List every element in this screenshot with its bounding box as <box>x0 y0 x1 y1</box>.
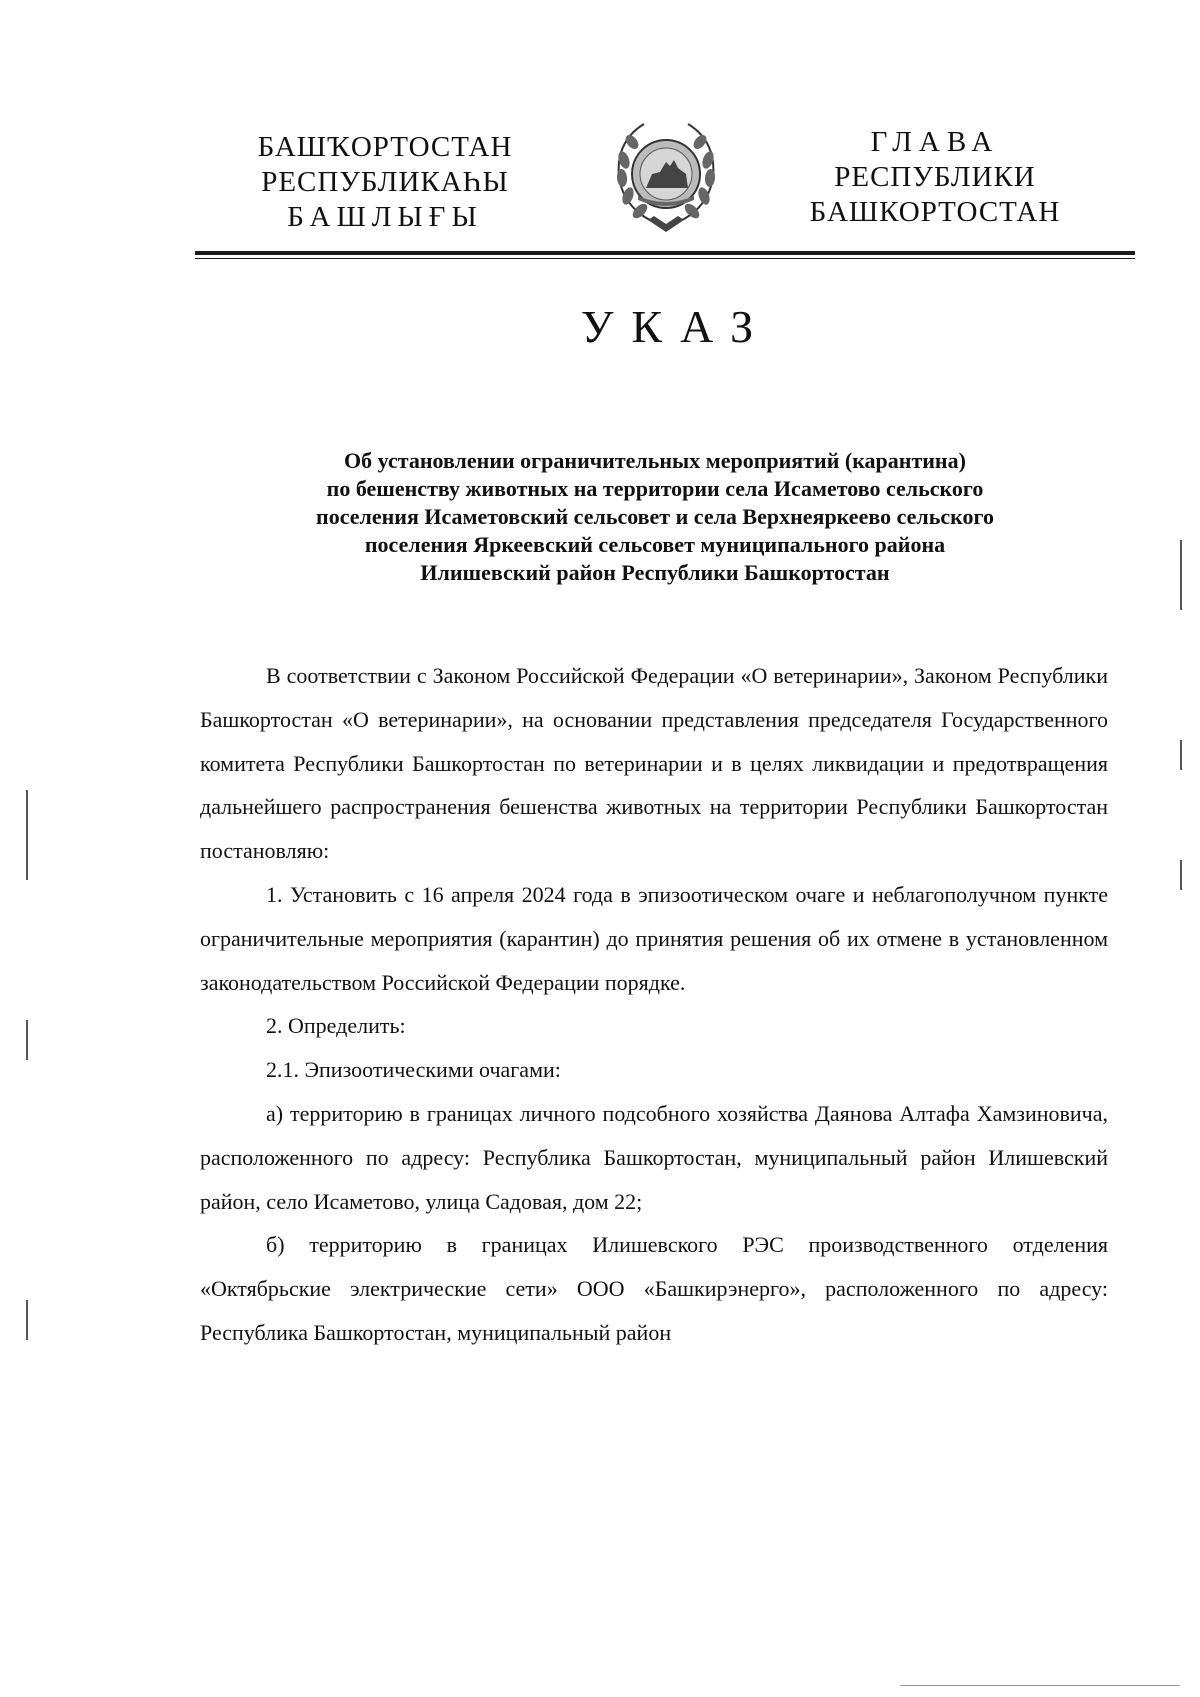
subject-line: поселения Яркеевский сельсовет муниципального района <box>364 532 946 557</box>
header-right-line-1: ГЛАВА <box>870 126 1000 158</box>
scan-artifact <box>26 790 28 880</box>
header-right-block <box>790 125 1080 230</box>
scan-artifact <box>900 1685 1180 1686</box>
header-left-line-3: БАШЛЫҒЫ <box>287 201 483 233</box>
header-right-line-2: РЕСПУБЛИКИ <box>834 161 1036 193</box>
header-right-line-3: БАШКОРТОСТАН <box>809 196 1061 228</box>
header-left-block <box>240 130 530 235</box>
header-divider-thick <box>195 251 1135 255</box>
document-body <box>200 654 1108 1355</box>
document-title: УКАЗ <box>580 301 772 352</box>
scan-artifact <box>1180 740 1182 770</box>
scan-artifact <box>1180 860 1182 890</box>
subject-line: по бешенству животных на территории села Исаметово сельского <box>326 476 984 501</box>
subject-line: поселения Исаметовский сельсовет и села Верхнеяркеево сельского <box>316 504 994 529</box>
scan-artifact <box>26 1020 28 1060</box>
header-left-line-1: БАШҠОРТОСТАН <box>257 131 513 163</box>
clause-2-1-b-paragraph: б) территорию в границах Илишевского РЭС производственного отделения «Октябрьские электрические сети» ООО «Башкирэнерго», расположенного по адресу: Республика Башкортостан, муниципальный район <box>200 1232 1108 1345</box>
scan-artifact <box>1180 540 1182 610</box>
document-subject <box>240 447 1070 587</box>
scan-artifact <box>26 1300 28 1340</box>
subject-line: Об установлении ограничительных мероприятий (карантина) <box>344 448 966 473</box>
bashkortostan-emblem-icon <box>608 116 724 236</box>
preamble-paragraph: В соответствии с Законом Российской Федерации «О ветеринарии», Законом Республики Башкортостан «О ветеринарии», на основании представления председателя Государственного комитета Республики Башкортостан по ветеринарии и в целях ликвидации и предотвращения дальнейшего распространения бешенства животных на территории Республики Башкортостан постановляю: <box>200 663 1108 864</box>
clause-2-paragraph: 2. Определить: <box>266 1013 406 1039</box>
header-left-line-2: РЕСПУБЛИКАҺЫ <box>261 166 509 198</box>
header-divider-thin <box>195 258 1135 259</box>
clause-2-1-a-paragraph: а) территорию в границах личного подсобного хозяйства Даянова Алтафа Хамзиновича, расположенного по адресу: Республика Башкортостан, муниципальный район Илишевский район, село Исаметово, улица Садовая, дом 22; <box>200 1100 1108 1214</box>
clause-2-1-paragraph: 2.1. Эпизоотическими очагами: <box>266 1057 561 1083</box>
subject-line: Илишевский район Республики Башкортостан <box>420 560 890 585</box>
clause-1-paragraph: 1. Установить с 16 апреля 2024 года в эпизоотическом очаге и неблагополучном пункте ограничительные мероприятия (карантин) до принятия решения об их отмене в установленном законодательством Российской Федерации порядке. <box>200 881 1108 995</box>
